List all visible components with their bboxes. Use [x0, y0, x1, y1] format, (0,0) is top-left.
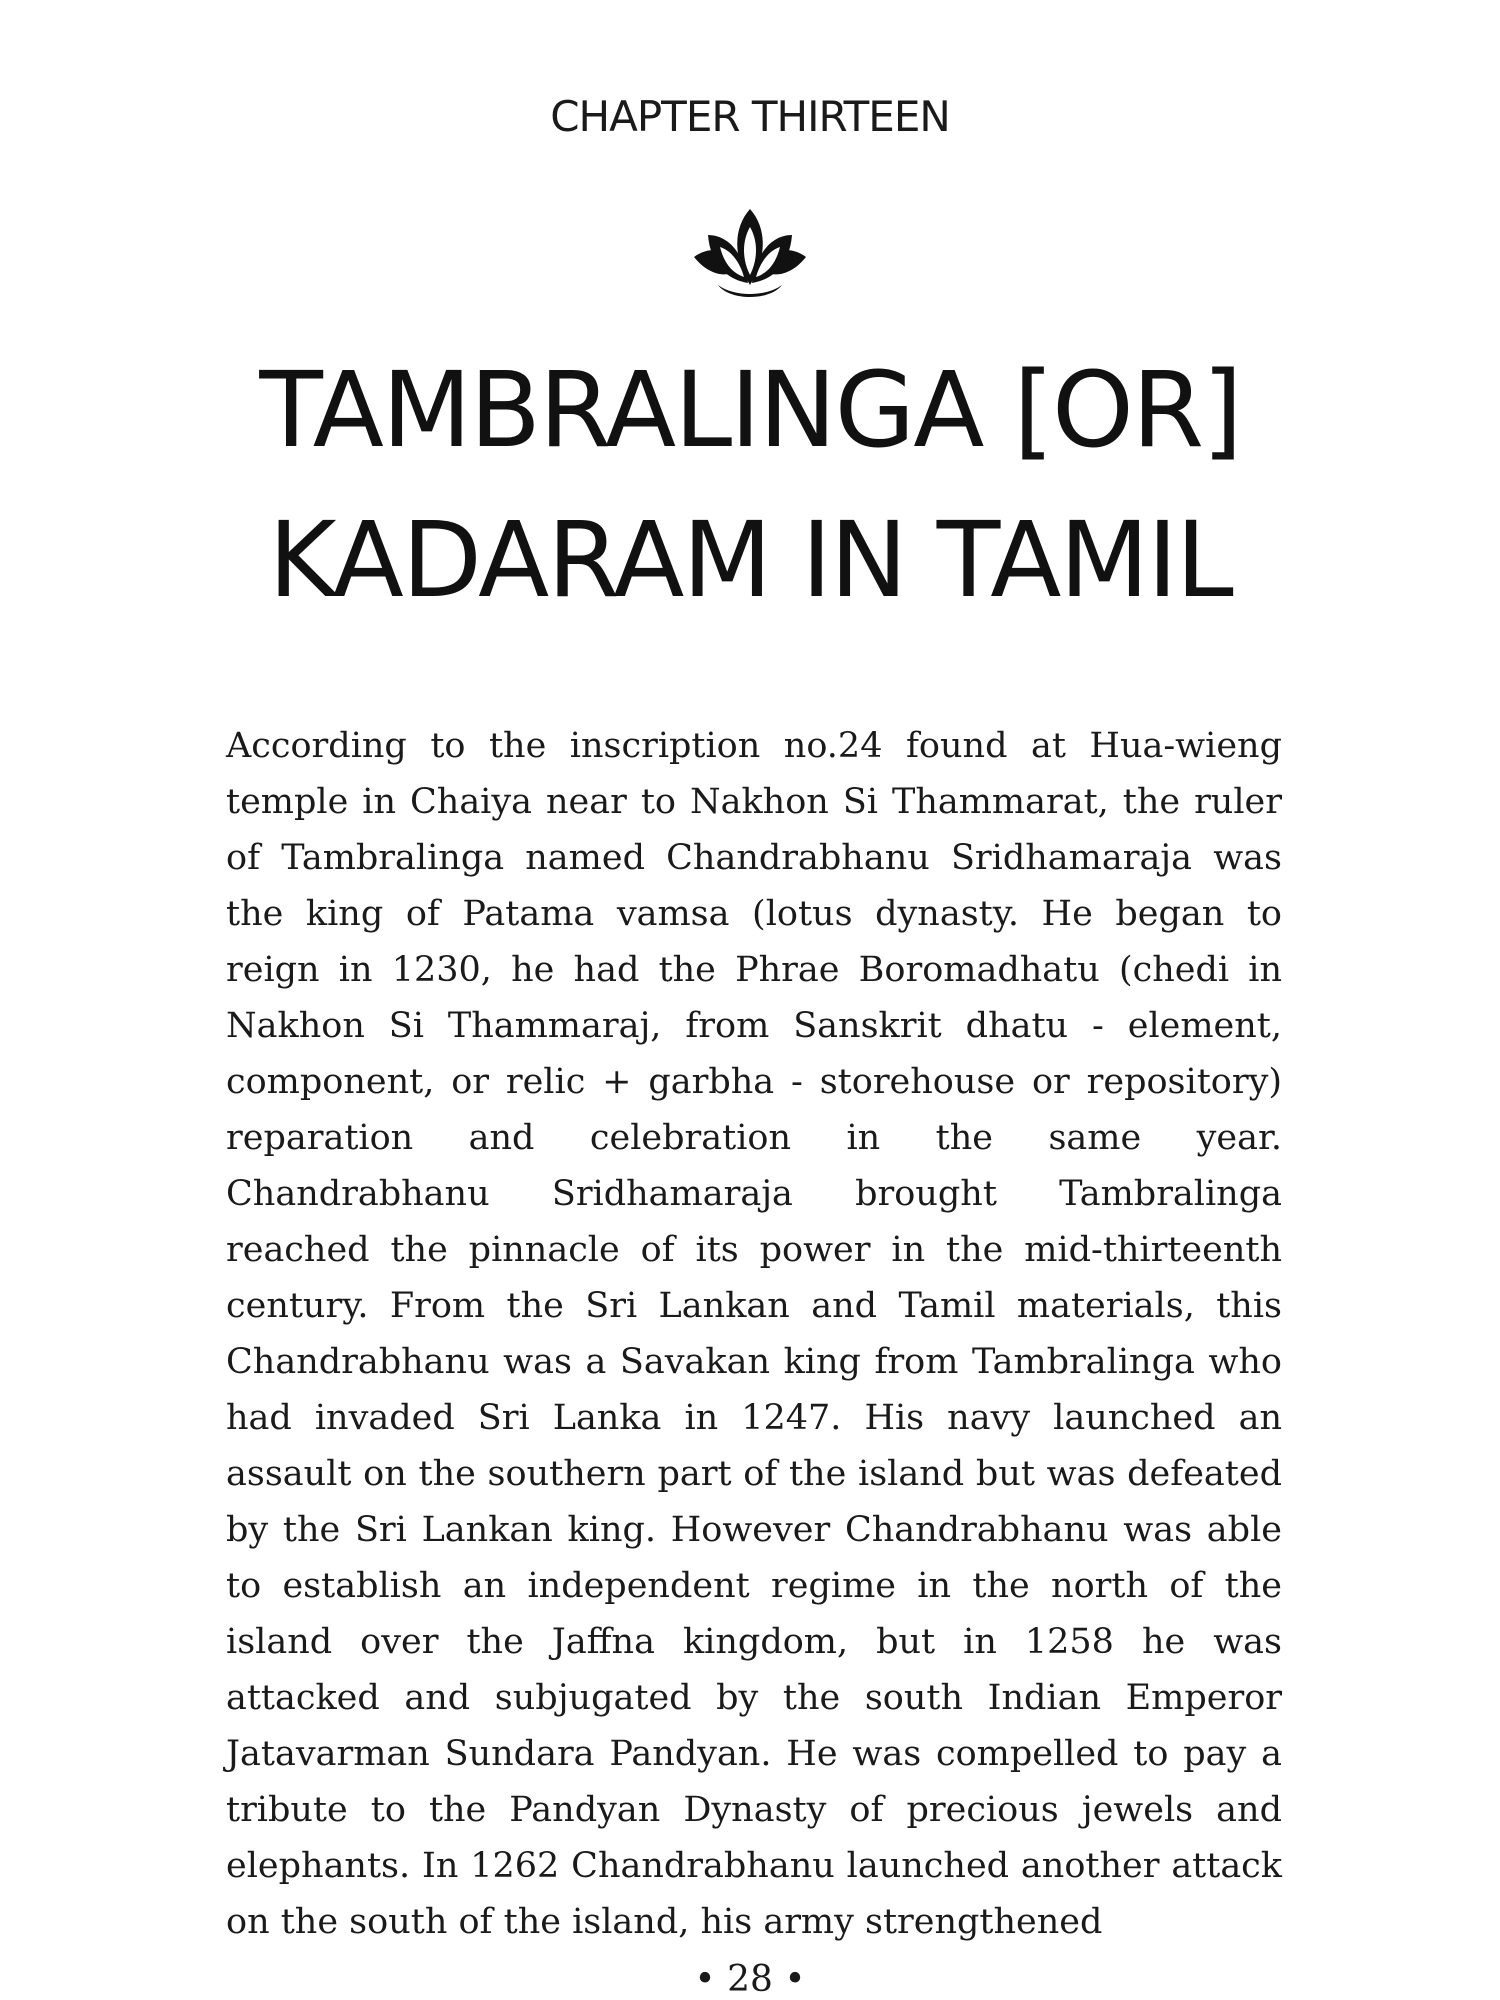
- lotus-icon: [690, 205, 810, 305]
- chapter-title-line-2: KADARAM IN TAMIL: [268, 499, 1232, 621]
- chapter-label: CHAPTER THIRTEEN: [550, 92, 950, 141]
- page-number: • 28 •: [694, 1959, 806, 2000]
- body-paragraph: According to the inscription no.24 found at Hua-wieng temple in Chaiya near to Nakhon Si Thammarat, the ruler of Tambralinga named Chandrabhanu Sridhamaraja was the king of Patama vamsa (lotus dynasty. He began to reign in 1230, he had the Phrae Boromadhatu (chedi in Nakhon Si Thammaraj, from Sanskrit dhatu - element, component, or relic + garbha - storehouse or repository) reparation and celebration in the same year. Chandrabhanu Sridhamaraja brought Tambralinga reached the pinnacle of its power in the mid-thirteenth century. From the Sri Lankan and Tamil materials, this Chandrabhanu was a Savakan king from Tambralinga who had invaded Sri Lanka in 1247. His navy launched an assault on the southern part of the island but was defeated by the Sri Lankan king. However Chandrabhanu was able to establish an independent regime in the north of the island over the Jaffna kingdom, but in 1258 he was attacked and subjugated by the south Indian Emperor Jatavarman Sundara Pandyan. He was compelled to pay a tribute to the Pandyan Dynasty of precious jewels and elephants. In 1262 Chandrabhanu launched another attack on the south of the island, his army strengthened: [226, 726, 1282, 1942]
- chapter-title-line-1: TAMBRALINGA [OR]: [259, 349, 1241, 471]
- chapter-title: [0, 335, 1500, 635]
